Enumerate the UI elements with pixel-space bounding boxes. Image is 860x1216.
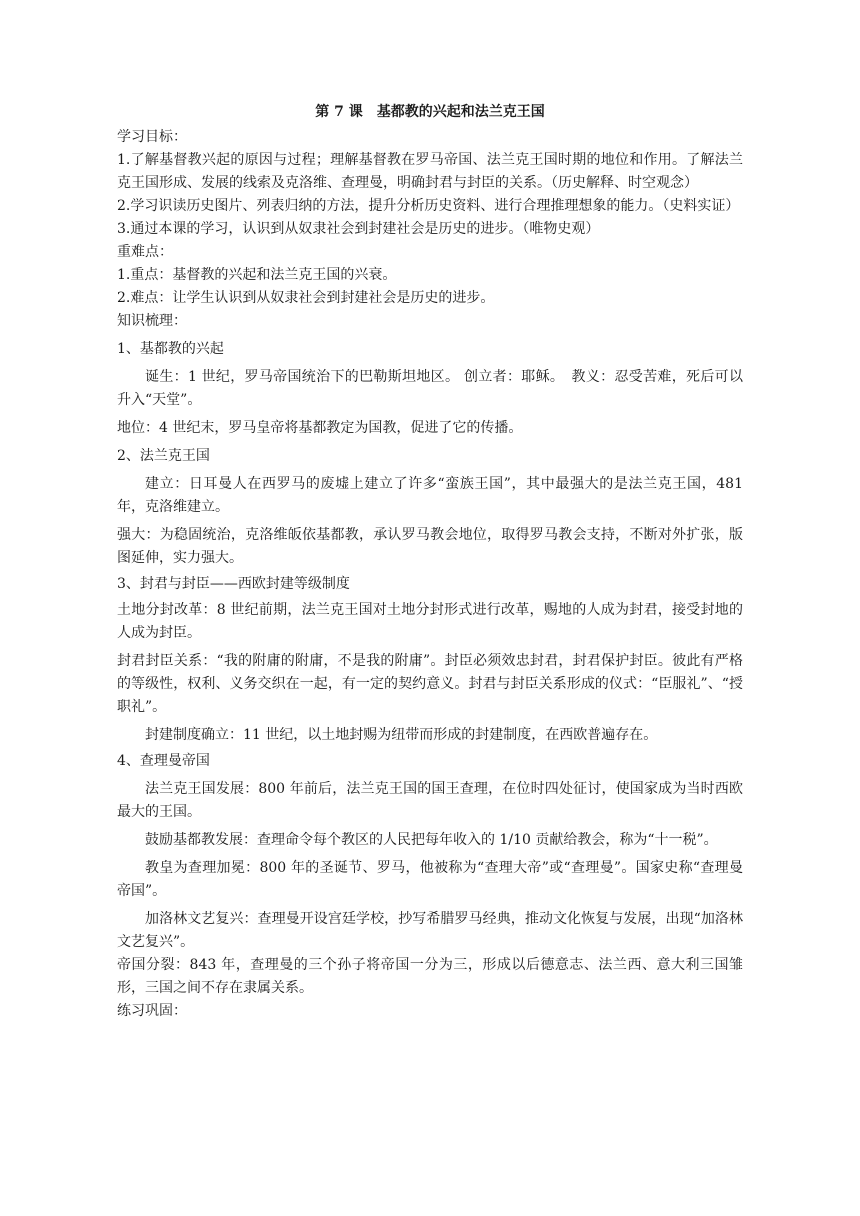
section-4-heading: 4、查理曼帝国 [117, 753, 210, 769]
section-1-birth: 诞生：1 世纪，罗马帝国统治下的巴勒斯坦地区。 创立者：耶稣。 教义：忍受苦难，死后可以升入“天堂”。 [117, 369, 743, 408]
key-points-heading: 重难点： [117, 244, 173, 260]
goals-heading: 学习目标： [117, 129, 187, 145]
lesson-title: 第 7 课 基都教的兴起和法兰克王国 [315, 104, 545, 120]
section-4-coronation: 教皇为查理加冕：800 年的圣诞节、罗马，他被称为“查理大帝”或“查理曼”。国家史称“查理曼帝国”。 [117, 860, 743, 899]
key-point-1: 1.重点：基督教的兴起和法兰克王国的兴衰。 [117, 267, 397, 283]
section-2-power: 强大：为稳固统治，克洛维皈依基都教，承认罗马教会地位，取得罗马教会支持，不断对外扩张，版图延伸，实力强大。 [117, 527, 743, 566]
section-3-reform: 土地分封改革：8 世纪前期，法兰克王国对土地分封形式进行改革，赐地的人成为封君，接受封地的人成为封臣。 [117, 602, 743, 641]
section-4-division: 帝国分裂：843 年，查理曼的三个孙子将帝国一分为三，形成以后德意志、法兰西、意大利三国雏形，三国之间不存在隶属关系。 [117, 957, 743, 996]
key-point-2: 2.难点：让学生认识到从奴隶社会到封建社会是历史的进步。 [117, 290, 495, 306]
goal-3: 3.通过本课的学习，认识到从奴隶社会到封建社会是历史的进步。（唯物史观） [117, 221, 600, 237]
section-3-heading: 3、封君与封臣——西欧封建等级制度 [117, 576, 350, 592]
section-1-status: 地位：4 世纪末，罗马皇帝将基都教定为国教，促进了它的传播。 [117, 420, 523, 436]
section-2-heading: 2、法兰克王国 [117, 448, 210, 464]
section-3-establish: 封建制度确立：11 世纪，以土地封赐为纽带而形成的封建制度，在西欧普遍存在。 [145, 727, 658, 743]
document-page [117, 100, 743, 1023]
practice-heading: 练习巩固： [117, 1003, 187, 1019]
section-1-heading: 1、基都教的兴起 [117, 341, 224, 357]
goal-1: 1.了解基督教兴起的原因与过程；理解基督教在罗马帝国、法兰克王国时期的地位和作用。了解法兰克王国形成、发展的线索及克洛维、查理曼，明确封君与封臣的关系。（历史解释、时空观念） [117, 152, 743, 191]
section-4-tithe: 鼓励基都教发展：查理命令每个教区的人民把每年收入的 1/10 贡献给教会，称为“十一税”。 [145, 832, 718, 848]
goal-2: 2.学习识读历史图片、列表归纳的方法，提升分析历史资料、进行合理推理想象的能力。（史料实证） [117, 198, 740, 214]
section-4-renaissance: 加洛林文艺复兴：查理曼开设宫廷学校，抄写希腊罗马经典，推动文化恢复与发展，出现“加洛林文艺复兴”。 [117, 911, 743, 950]
section-4-development: 法兰克王国发展：800 年前后，法兰克王国的国王查理，在位时四处征讨，使国家成为当时西欧最大的王国。 [117, 781, 743, 820]
knowledge-heading: 知识梳理： [117, 313, 187, 329]
section-3-relation: 封君封臣关系：“我的附庸的附庸，不是我的附庸”。封臣必须效忠封君，封君保护封臣。彼此有严格的等级性，权利、义务交织在一起，有一定的契约意义。封君与封臣关系形成的仪式：“臣服礼”、“授职礼”。 [117, 653, 743, 715]
section-2-founding: 建立：日耳曼人在西罗马的废墟上建立了许多“蛮族王国”，其中最强大的是法兰克王国，481 年，克洛维建立。 [117, 476, 743, 515]
